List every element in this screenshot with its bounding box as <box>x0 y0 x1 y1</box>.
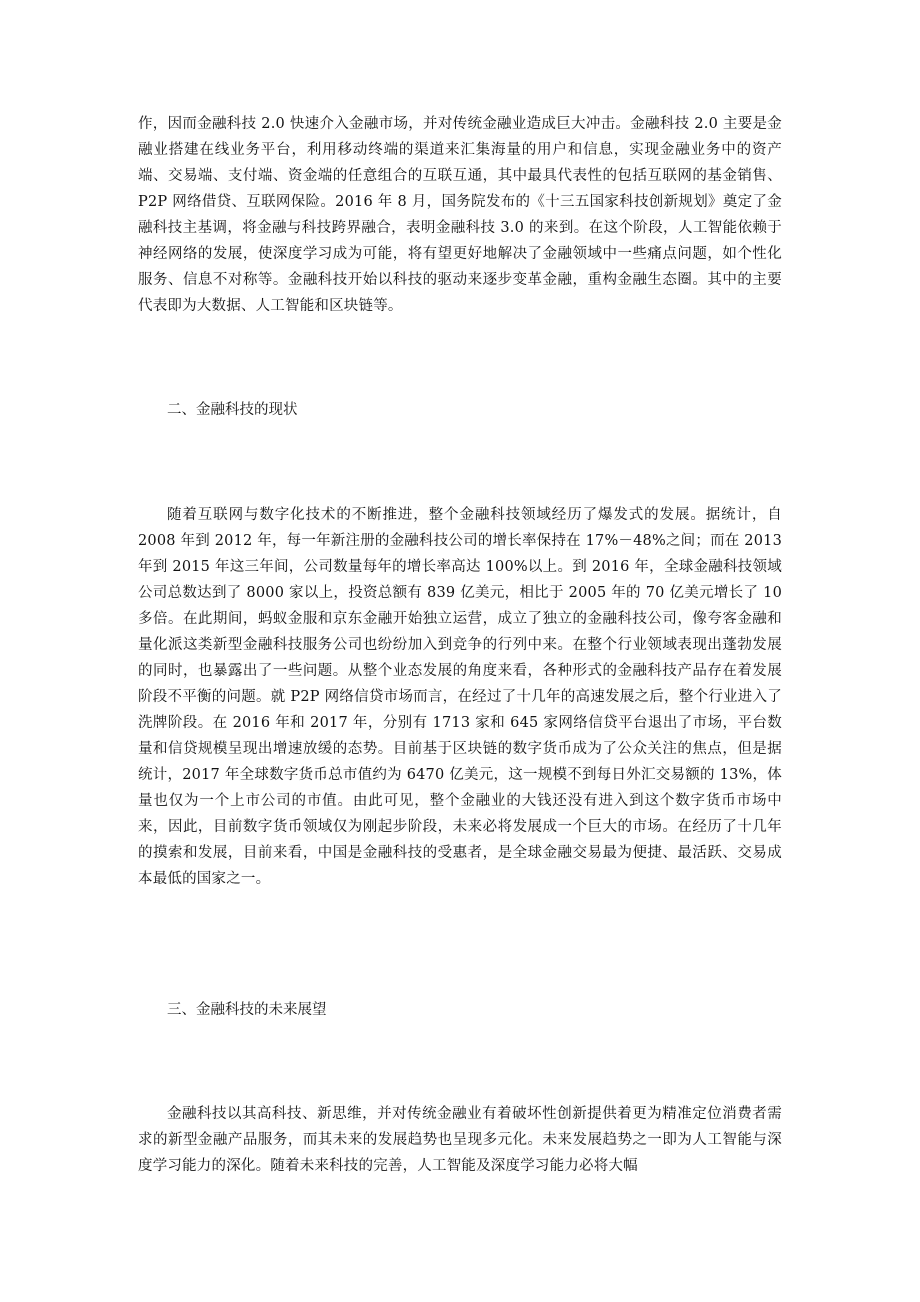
paragraph-future <box>138 1101 782 1179</box>
paragraph-continued <box>138 111 782 319</box>
paragraph-text: 作，因而金融科技 2.0 快速介入金融市场，并对传统金融业造成巨大冲击。金融科技 2.0 主要是金融业搭建在线业务平台，利用移动终端的渠道来汇集海量的用户和信息，实现金融业务中的资产端、交易端、支付端、资金端的任意组合的互联互通，其中最具代表性的包括互联网的基金销售、P2P 网络借贷、互联网保险。2016 年 8 月，国务院发布的《十三五国家科技创新规划》奠定了金融科技主基调，将金融与科技跨界融合，表明金融科技 3.0 的来到。在这个阶段，人工智能依赖于神经网络的发展，使深度学习成为可能，将有望更好地解决了金融领域中一些痛点问题，如个性化服务、信息不对称等。金融科技开始以科技的驱动来逐步变革金融，重构金融生态圈。其中的主要代表即为大数据、人工智能和区块链等。 <box>138 116 782 314</box>
section-heading-future: 三、金融科技的未来展望 <box>167 1002 327 1018</box>
paragraph-text: 随着互联网与数字化技术的不断推进，整个金融科技领域经历了爆发式的发展。据统计，自 2008 年到 2012 年，每一年新注册的金融科技公司的增长率保持在 17%－48%之间；而在 2013 年到 2015 年这三年间，公司数量每年的增长率高达 100%以上。到 2016 年，全球金融科技领域公司总数达到了 8000 家以上，投资总额有 839 亿美元，相比于 2005 年的 70 亿美元增长了 10 多倍。在此期间，蚂蚁金服和京东金融开始独立运营，成立了独立的金融科技公司，像夸客金融和量化派这类新型金融科技服务公司也纷纷加入到竞争的行列中来。在整个行业领域表现出蓬勃发展的同时，也暴露出了一些问题。从整个业态发展的角度来看，各种形式的金融科技产品存在着发展阶段不平衡的问题。就 P2P 网络信贷市场而言，在经过了十几年的高速发展之后，整个行业进入了洗牌阶段。在 2016 年和 2017 年，分别有 1713 家和 645 家网络信贷平台退出了市场，平台数量和信贷规模呈现出增速放缓的态势。目前基于区块链的数字货币成为了公众关注的焦点，但是据统计，2017 年全球数字货币总市值约为 6470 亿美元，这一规模不到每日外汇交易额的 13%，体量也仅为一个上市公司的市值。由此可见，整个金融业的大钱还没有进入到这个数字货币市场中来，因此，目前数字货币领域仅为刚起步阶段，未来必将发展成一个巨大的市场。在经历了十几年的摸索和发展，目前来看，中国是金融科技的受惠者，是全球金融交易最为便捷、最活跃、交易成本最低的国家之一。 <box>138 507 782 887</box>
section-heading-status: 二、金融科技的现状 <box>167 402 298 418</box>
paragraph-status <box>138 502 782 892</box>
paragraph-text: 金融科技以其高科技、新思维，并对传统金融业有着破坏性创新提供着更为精准定位消费者需求的新型金融产品服务，而其未来的发展趋势也呈现多元化。未来发展趋势之一即为人工智能与深度学习能力的深化。随着未来科技的完善，人工智能及深度学习能力必将大幅 <box>138 1106 782 1174</box>
